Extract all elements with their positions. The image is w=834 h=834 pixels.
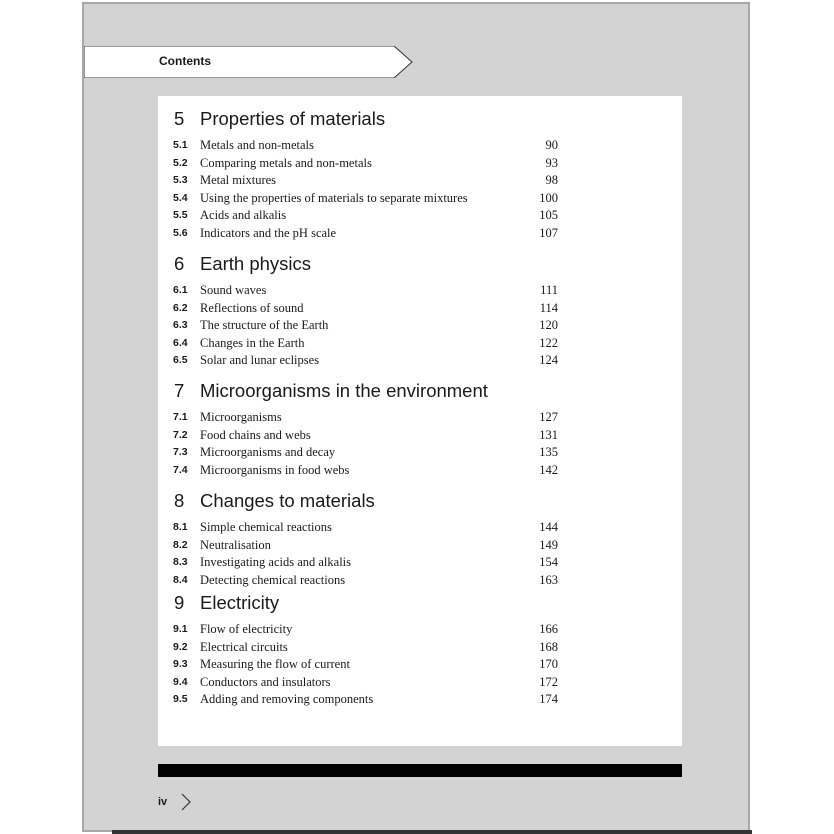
entry-title: Investigating acids and alkalis xyxy=(200,555,352,570)
entry-page: 149 xyxy=(539,537,558,552)
entry-page: 172 xyxy=(539,674,558,689)
chapter-title: Properties of materials xyxy=(200,108,386,129)
entry-page: 93 xyxy=(545,155,558,170)
entry-title: Using the properties of materials to separate mixtures xyxy=(200,190,468,205)
tab-arrow-shape xyxy=(84,46,414,78)
entry-number: 6.5 xyxy=(173,354,188,367)
entry-title: Measuring the flow of current xyxy=(200,657,350,672)
toc-entry[interactable] xyxy=(158,463,682,481)
toc-entry[interactable] xyxy=(158,318,682,336)
entry-page: 170 xyxy=(539,657,558,672)
toc-entry[interactable] xyxy=(158,622,682,640)
document-page xyxy=(82,2,750,832)
entry-page: 142 xyxy=(539,462,558,477)
contents-label: Contents xyxy=(159,54,211,68)
toc-entry[interactable] xyxy=(158,138,682,156)
entry-number: 8.3 xyxy=(173,556,188,569)
page-number: iv xyxy=(158,796,168,808)
entry-title: Conductors and insulators xyxy=(200,674,331,689)
chapter-title: Microorganisms in the environment xyxy=(200,380,488,401)
toc-entry[interactable] xyxy=(158,156,682,174)
toc-entry[interactable] xyxy=(158,173,682,191)
entry-number: 5.5 xyxy=(173,209,188,222)
entry-title: Detecting chemical reactions xyxy=(200,572,346,587)
entry-number: 9.5 xyxy=(173,693,188,706)
entry-number: 9.1 xyxy=(173,623,188,635)
entry-title: Changes in the Earth xyxy=(200,335,305,350)
chevron-right-icon[interactable] xyxy=(180,792,192,817)
toc-entry[interactable] xyxy=(158,573,682,591)
entry-title: Indicators and the pH scale xyxy=(200,225,337,240)
toc-entry[interactable] xyxy=(158,538,682,556)
entry-page: 131 xyxy=(539,427,558,442)
chapter-number: 9 xyxy=(174,592,185,613)
entry-number: 8.2 xyxy=(173,538,188,551)
chapter-number: 6 xyxy=(174,253,185,274)
entry-title: Reflections of sound xyxy=(200,300,304,315)
entry-number: 7.4 xyxy=(173,463,188,476)
entry-number: 5.4 xyxy=(173,191,188,204)
chapter-5 xyxy=(158,108,682,244)
toc-entry[interactable] xyxy=(158,410,682,428)
entry-page: 166 xyxy=(539,622,558,636)
toc-entry[interactable] xyxy=(158,301,682,319)
entry-title: Simple chemical reactions xyxy=(200,520,332,534)
entry-title: Flow of electricity xyxy=(200,622,293,636)
chapter-heading xyxy=(158,592,682,622)
entry-title: Metals and non-metals xyxy=(200,138,314,152)
entry-page: 168 xyxy=(539,639,558,654)
entry-page: 124 xyxy=(539,353,558,368)
contents-panel xyxy=(158,96,682,746)
chapter-number: 7 xyxy=(174,380,185,401)
toc-entry[interactable] xyxy=(158,226,682,244)
toc-entry[interactable] xyxy=(158,640,682,658)
entry-number: 8.4 xyxy=(173,573,188,586)
chapter-title: Changes to materials xyxy=(200,490,375,511)
entry-title: The structure of the Earth xyxy=(200,318,329,333)
entry-number: 8.1 xyxy=(173,521,188,533)
entry-page: 120 xyxy=(539,318,558,333)
entry-number: 9.3 xyxy=(173,658,188,671)
entry-title: Solar and lunar eclipses xyxy=(200,353,320,368)
contents-tab xyxy=(84,46,414,78)
bottom-edge-strip xyxy=(112,830,752,834)
chapter-title: Electricity xyxy=(200,592,280,613)
chapter-9 xyxy=(158,592,682,710)
entry-page: 105 xyxy=(539,208,558,223)
entry-number: 9.2 xyxy=(173,640,188,653)
chapter-number: 5 xyxy=(174,108,185,129)
entry-page: 111 xyxy=(540,283,558,297)
entry-number: 5.1 xyxy=(173,139,188,151)
entry-number: 6.3 xyxy=(173,319,188,332)
entry-page: 163 xyxy=(539,572,558,587)
toc-entry[interactable] xyxy=(158,283,682,301)
entry-page: 135 xyxy=(539,445,558,460)
chapter-heading xyxy=(158,380,682,410)
entry-number: 7.3 xyxy=(173,446,188,459)
toc-entry[interactable] xyxy=(158,336,682,354)
entry-title: Microorganisms and decay xyxy=(200,445,336,460)
entry-page: 107 xyxy=(539,225,558,240)
entry-number: 5.3 xyxy=(173,174,188,187)
entry-page: 127 xyxy=(539,410,558,424)
entry-page: 174 xyxy=(539,692,558,707)
entry-number: 7.2 xyxy=(173,428,188,441)
entry-page: 100 xyxy=(539,190,558,205)
entry-number: 5.6 xyxy=(173,226,188,239)
toc-entry[interactable] xyxy=(158,520,682,538)
entry-title: Microorganisms xyxy=(200,410,282,424)
toc-entry[interactable] xyxy=(158,675,682,693)
chapter-number: 8 xyxy=(174,490,185,511)
entry-title: Sound waves xyxy=(200,283,267,297)
toc-entry[interactable] xyxy=(158,208,682,226)
entry-title: Adding and removing components xyxy=(200,692,374,707)
chapter-8 xyxy=(158,490,682,590)
entry-page: 114 xyxy=(539,300,558,315)
toc-entry[interactable] xyxy=(158,692,682,710)
toc-entry[interactable] xyxy=(158,445,682,463)
chapter-title: Earth physics xyxy=(200,253,312,274)
entry-number: 5.2 xyxy=(173,156,188,169)
entry-page: 144 xyxy=(539,520,558,534)
entry-number: 6.4 xyxy=(173,336,188,349)
entry-title: Neutralisation xyxy=(200,537,271,552)
entry-title: Comparing metals and non-metals xyxy=(200,155,372,170)
entry-number: 6.2 xyxy=(173,301,188,314)
entry-page: 122 xyxy=(539,335,558,350)
entry-number: 9.4 xyxy=(173,675,188,688)
entry-title: Electrical circuits xyxy=(200,639,288,654)
chapter-heading xyxy=(158,253,682,283)
entry-page: 90 xyxy=(545,138,558,152)
entry-number: 6.1 xyxy=(173,284,188,296)
chapter-7 xyxy=(158,380,682,480)
footer-bar xyxy=(158,764,682,777)
entry-title: Acids and alkalis xyxy=(200,208,287,223)
toc-entry[interactable] xyxy=(158,657,682,675)
chapter-heading xyxy=(158,108,682,138)
toc-entry[interactable] xyxy=(158,555,682,573)
toc-entry[interactable] xyxy=(158,428,682,446)
entry-page: 154 xyxy=(539,555,558,570)
toc-entry[interactable] xyxy=(158,353,682,371)
entry-title: Metal mixtures xyxy=(200,173,277,188)
entry-title: Microorganisms in food webs xyxy=(200,462,350,477)
entry-page: 98 xyxy=(545,173,558,188)
entry-number: 7.1 xyxy=(173,411,188,423)
chapter-heading xyxy=(158,490,682,520)
entry-title: Food chains and webs xyxy=(200,427,311,442)
chapter-6 xyxy=(158,253,682,371)
toc-entry[interactable] xyxy=(158,191,682,209)
